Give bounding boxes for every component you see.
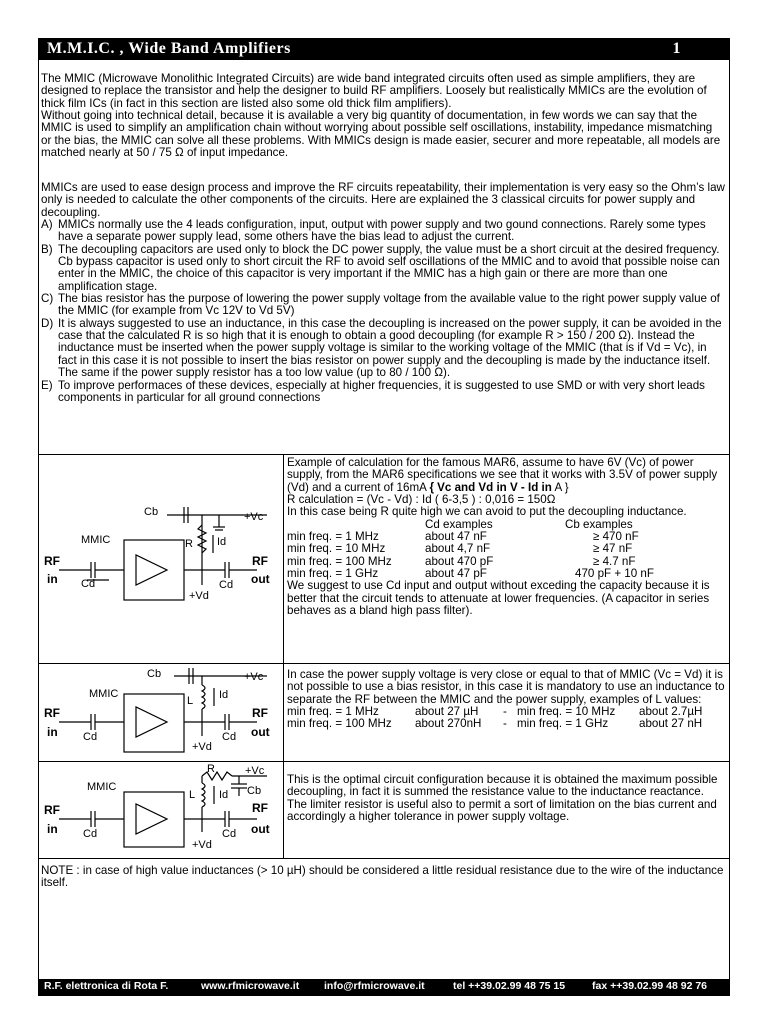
circuit-section-inductor [39,663,729,762]
mmic-label: MMIC [81,534,111,546]
schematic-resistor [39,455,283,663]
page-title: M.M.I.C. , Wide Band Amplifiers [47,40,291,57]
rf-out-label: RF [252,801,268,815]
vc-label: +Vc [244,511,264,523]
in-label: in [47,572,58,586]
usage-intro: MMICs are used to ease design process and improve the RF circuits repeatability, their implementation is very easy so the Ohm’s law only is needed to calculate the other components of the circuits. Here are explained the 3 classical circuits for power supply and decoupling. [41,181,725,219]
vd-label: +Vd [189,590,209,602]
footer-email: info@rfmicrowave.it [324,980,425,992]
section1-para3: We suggest to use Cd input and output without exceding the capacity because it is better that the circuit tends to attenuate at lower frequencies. (A capacitor in series behaves as a bland high pass filter). [287,579,710,618]
circuit-diagram-resistor-inductor [39,762,284,859]
cd-out-label: Cd [222,828,237,840]
intro-paragraph-1: The MMIC (Microwave Monolithic Integrated Circuits) are wide band integrated circuits often used as simple amplifiers, they are designed to replace the transistor and help the designer to build RF amplifiers. Loosely but realistically MMICs are the evolution of thick film ICs (in fact in this section are listed also some old thick film amplifiers). [41,72,707,110]
usage-text [41,182,725,404]
list-item: E) To improve performaces of these devices, especially at higher frequencies, it is suggested to use SMD or with very short leads components in particular for all ground connections [41,378,705,404]
schematic-resistor-inductor [39,762,283,858]
intro-paragraph-2: Without going into technical detail, because it is available a very big quantity of documentation, in few words we can say that the MMIC is used to simplify an amplification chain without worrying about possible self oscillations, instability, impedance mismatching or the bias, the MMIC can solve all these problems. With MMICs design is made easier, securer and more repeatable, all models are matched nearly at 50 / 75 Ω of input impedance. [41,109,721,160]
section1-calc: R calculation = (Vc - Vd) : Id ( 6-3,5 ) : 0,016 = 150Ω [287,493,556,507]
mmic-label: MMIC [89,688,119,700]
cb-label: Cb [247,785,262,797]
id-label: Id [219,689,229,701]
out-label: out [251,572,270,586]
rf-in-label: RF [44,554,60,568]
inductor-table [287,706,727,731]
vc-label: +Vc [244,671,264,683]
l-label: L [189,789,196,801]
vc-label: +Vc [245,765,265,777]
id-label: Id [217,536,227,548]
id-label: Id [219,789,229,801]
page-header [39,39,729,60]
cb-label: Cb [147,668,162,680]
section1-para2: In this case being R quite high we can avoid to put the decoupling inductance. [287,505,687,519]
page-footer [39,979,729,995]
circuit-section-resistor [39,454,729,664]
list-item: C) The bias resistor has the purpose of lowering the power supply voltage from the available value to the right power supply value of the MMIC (for example from Vc 12V to Vd 5V) [41,292,720,318]
footer-fax: fax ++39.02.99 48 92 76 [592,980,708,992]
in-label: in [47,725,58,739]
table-row: min freq. = 1 MHz about 47 nF ≥ 470 nF [287,530,639,544]
vd-label: +Vd [192,839,212,851]
intro-text [41,73,725,159]
table-row: min freq. = 100 MHz about 470 pF ≥ 4.7 nF [287,554,636,568]
circuit-diagram-resistor [39,455,284,664]
footer-website: www.rfmicrowave.it [201,980,300,992]
cd-in-label: Cd [83,828,98,840]
circuit-section-resistor-inductor [39,761,729,859]
footer-company: R.F. elettronica di Rota F. [44,980,169,992]
note-section [39,858,729,979]
out-label: out [251,725,270,739]
list-item: B) The decoupling capacitors are used only to block the DC power supply, the value must be a short circuit at the desired frequency. Cb bypass capacitor is used only to short circuit the RF to avoid self oscillations of the MMIC and to avoid that possible noise can enter in the MMIC, the choice of this capacitor is very important if the MMIC has a high gain or there are more than one amplification stage. [41,242,720,293]
circuit-diagram-inductor [39,664,284,762]
document-page [38,38,730,996]
table-row: min freq. = 1 GHz about 47 pF 470 pF + 10 nF [287,567,654,581]
rf-in-label: RF [44,803,60,817]
vd-label: +Vd [192,741,212,753]
cd-in-label: Cd [83,731,98,743]
section3-para2: The limiter resistor is useful also to permit a sort of limitation on the bias current and accordingly a higher tolerance in power supply voltage. [287,797,717,824]
table-row: min freq. = 100 MHz about 270nH - min freq. = 1 GHz about 27 nH [287,717,703,731]
note-text: NOTE : in case of high value inductances (> 10 µH) should be considered a little residual resistance due to the wire of the inductance itself. [41,864,724,890]
r-label: R [207,763,215,775]
cb-label: Cb [144,506,159,518]
footer-tel: tel ++39.02.99 48 75 15 [453,980,566,992]
out-label: out [251,822,270,836]
list-item: D) It is always suggested to use an inductance, in this case the decoupling is increased on the power supply, it can be avoided in the case that the calculated R is so high that it is enough to obtain a good decoupling (for example R > 150 / 200 Ω). Instead the inductance must be inserted when the power supply voltage is similar to the working voltage of the MMIC (that is if Vd = Vc), in fact in this case it is not possible to insert the bias resistor on power supply and the decoupling is made by the inductance itself. The same if the power supply resistor has a too low value (up to 80 / 100 Ω). [41,316,722,380]
schematic-inductor [39,664,283,761]
rf-in-label: RF [44,706,60,720]
cd-out-label: Cd [219,579,234,591]
rf-out-label: RF [252,554,268,568]
list-item: A) MMICs normally use the 4 leads configuration, input, output with power supply and two gound connections. Rarely some types have a separate power supply lead, some others have the bias lead to adjust the current. [41,218,706,244]
section1-para1: Example of calculation for the famous MAR6, assume to have 6V (Vc) of power supply, from the MAR6 specifications we see that it works with 3.5V of power supply (Vd) and a current of 16mA { Vc and Vd in V - Id in A } [287,456,718,494]
section3-text [287,774,727,823]
r-label: R [185,538,193,550]
capacitor-table [287,519,727,581]
section1-text [287,457,727,617]
section2-text [287,669,727,731]
cd-in-label: Cd [81,578,96,590]
table-header: Cd examples Cb examples [425,517,633,531]
page-number: 1 [672,40,681,57]
cd-out-label: Cd [222,731,237,743]
in-label: in [47,822,58,836]
table-row: min freq. = 1 MHz about 27 µH - min freq. = 10 MHz about 2.7µH [287,705,703,719]
section2-para: In case the power supply voltage is very close or equal to that of MMIC (Vc = Vd) it is not possible to use a bias resistor, in this case it is mandatory to use an inductance to separate the RF between the MMIC and the power supply, examples of L values: [287,668,725,706]
section3-para1: This is the optimal circuit configuration because it is obtained the maximum possible decoupling, in fact it is summed the resistance value to the inductance reactance. [287,773,718,799]
table-row: min freq. = 10 MHz about 4,7 nF ≥ 47 nF [287,542,633,556]
rf-out-label: RF [252,706,268,720]
mmic-label: MMIC [87,781,117,793]
l-label: L [187,695,194,707]
